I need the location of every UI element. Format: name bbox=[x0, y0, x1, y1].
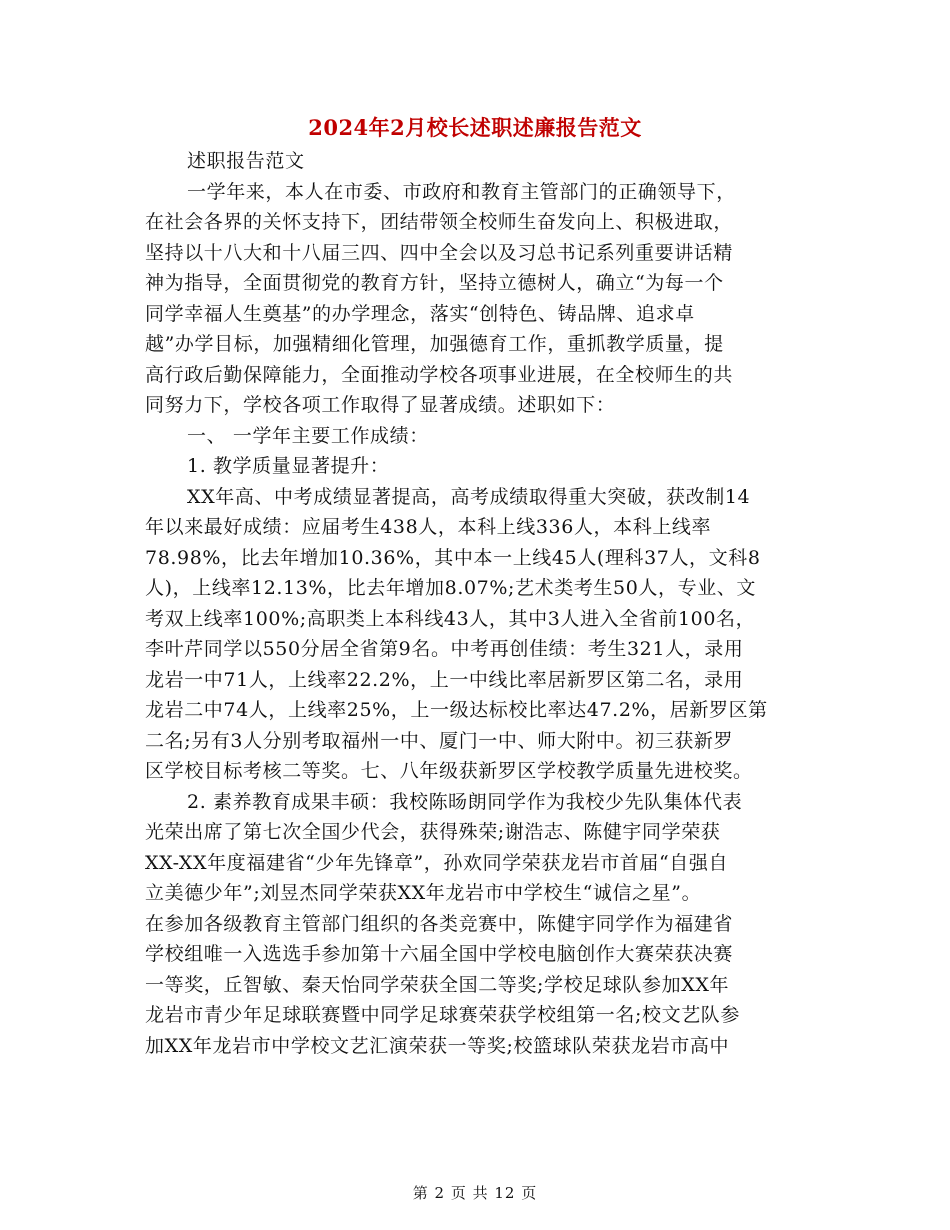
body-line: 一等奖，丘智敏、秦天怡同学荣获全国二等奖;学校足球队参加XX年 bbox=[145, 973, 730, 996]
body-line: 人)，上线率12.13%，比去年增加8.07%;艺术类考生50人，专业、文 bbox=[145, 577, 756, 599]
body-line: XX年高、中考成绩显著提高，高考成绩取得重大突破，获改制14 bbox=[187, 485, 751, 508]
body-line: 在参加各级教育主管部门组织的各类竞赛中，陈健宇同学作为福建省 bbox=[145, 912, 734, 935]
section-heading: 一、 一学年主要工作成绩： bbox=[187, 424, 429, 447]
body-line: 越”办学目标，加强精细化管理，加强德育工作，重抓教学质量，提 bbox=[145, 333, 724, 355]
body-line: 述职报告范文 bbox=[187, 150, 305, 172]
body-line: 龙岩市青少年足球联赛暨中同学足球赛荣获学校组第一名;校文艺队参 bbox=[145, 1004, 741, 1026]
body-line: 坚持以十八大和十八届三四、四中全会以及习总书记系列重要讲话精 bbox=[145, 241, 734, 264]
body-line: 年以来最好成绩：应届考生438人，本科上线336人，本科上线率 bbox=[145, 516, 712, 538]
body-line: 同努力下，学校各项工作取得了显著成绩。述职如下： bbox=[145, 394, 616, 416]
body-line: 区学校目标考核二等奖。七、八年级获新罗区学校教学质量先进校奖。 bbox=[145, 760, 753, 782]
subsection-heading: 1. 教学质量显著提升： bbox=[187, 455, 390, 477]
body-line: 神为指导，全面贯彻党的教育方针，坚持立德树人，确立“为每一个 bbox=[145, 272, 724, 294]
body-line: 2. 素养教育成果丰硕：我校陈旸朗同学作为我校少先队集体代表 bbox=[187, 790, 743, 813]
body-line: 光荣出席了第七次全国少代会，获得殊荣;谢浩志、陈健宇同学荣获 bbox=[145, 821, 721, 843]
document-body bbox=[145, 146, 815, 1061]
body-line: 龙岩一中71人，上线率22.2%，上一中线比率居新罗区第二名，录用 bbox=[145, 668, 744, 691]
body-line: 考双上线率100%;高职类上本科线43人，其中3人进入全省前100名， bbox=[145, 607, 756, 630]
body-line: 高行政后勤保障能力，全面推动学校各项事业进展，在全校师生的共 bbox=[145, 363, 734, 386]
body-line: 二名;另有3人分别考取福州一中、厦门一中、师大附中。初三获新罗 bbox=[145, 729, 734, 752]
body-line: 同学幸福人生奠基”的办学理念，落实“创特色、铸品牌、追求卓 bbox=[145, 302, 695, 325]
body-line: 在社会各界的关怀支持下，团结带领全校师生奋发向上、积极进取， bbox=[145, 211, 734, 233]
body-line: 加XX年龙岩市中学校文艺汇演荣获一等奖;校篮球队荣获龙岩市高中 bbox=[145, 1034, 730, 1057]
body-line: 龙岩二中74人，上线率25%，上一级达标校比率达47.2%，居新罗区第 bbox=[145, 699, 768, 721]
body-line: 学校组唯一入选选手参加第十六届全国中学校电脑创作大赛荣获决赛 bbox=[145, 943, 734, 965]
body-line: 78.98%，比去年增加10.36%，其中本一上线45人(理科37人，文科8 bbox=[145, 546, 761, 569]
body-line: 一学年来，本人在市委、市政府和教育主管部门的正确领导下， bbox=[187, 180, 736, 203]
body-line: 李叶芹同学以550分居全省第9名。中考再创佳绩：考生321人，录用 bbox=[145, 638, 744, 660]
body-line: XX-XX年度福建省“少年先锋章”，孙欢同学荣获龙岩市首届“自强自 bbox=[145, 851, 729, 874]
page-footer: 第 2 页 共 12 页 bbox=[412, 1184, 538, 1202]
body-line: 立美德少年”;刘昱杰同学荣获XX年龙岩市中学校生“诚信之星”。 bbox=[145, 882, 702, 904]
document-title: 2024年2月校长述职述廉报告范文 bbox=[308, 115, 642, 140]
